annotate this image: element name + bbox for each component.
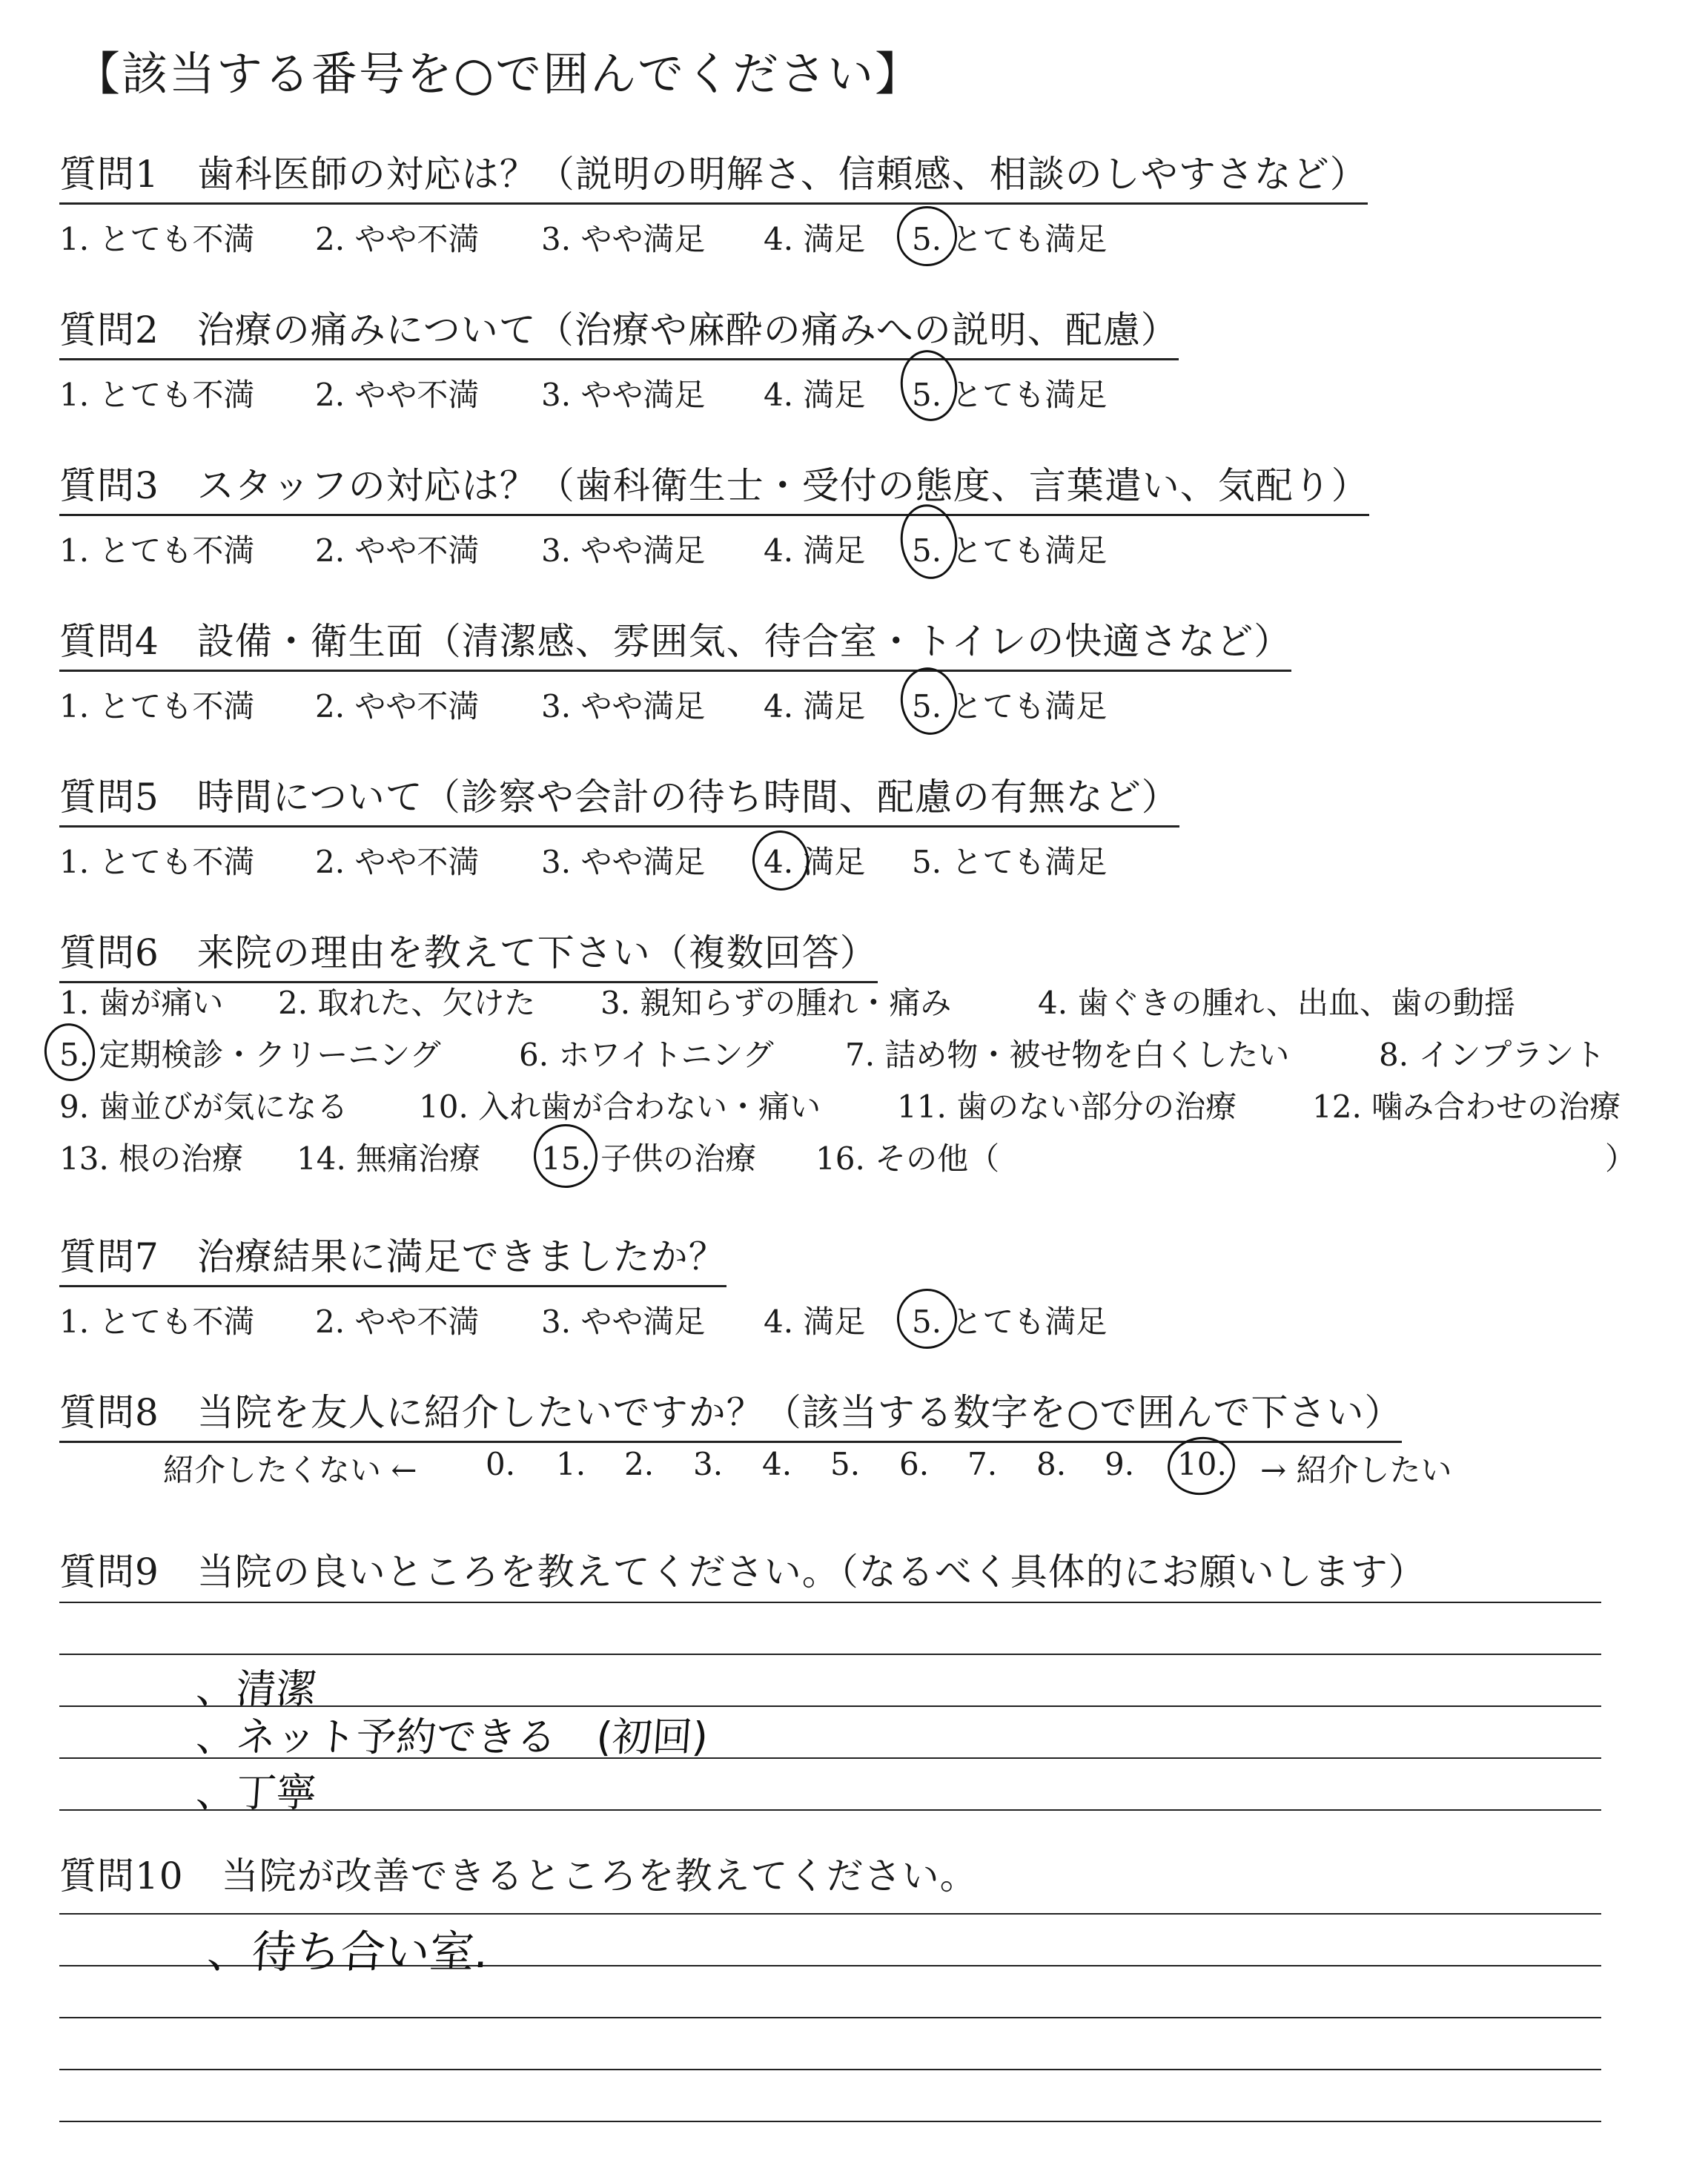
choice-4[interactable]: 4. 満足 <box>764 844 866 880</box>
q6-option-16-close: ） <box>1605 1140 1637 1177</box>
choice-4[interactable]: 4. 満足 <box>764 688 866 724</box>
choice-2[interactable]: 2. やや不満 <box>315 377 480 413</box>
q8-left-label: 紹介したくない ← <box>163 1452 417 1488</box>
q9-answer-3: 、丁寧 <box>194 1769 318 1816</box>
question-3 <box>59 456 1369 568</box>
selection-circle <box>893 1285 961 1353</box>
question-1-title: 質問1 歯科医師の対応は？（説明の明解さ、信頼感、相談のしやすさなど） <box>59 145 1368 205</box>
choice-4[interactable]: 4. 満足 <box>764 532 866 569</box>
choice-5[interactable]: 5. とても満足 <box>912 844 1108 880</box>
q8-option-9[interactable]: 9. <box>1105 1446 1135 1482</box>
q6-option-4[interactable]: 4. 歯ぐきの腫れ、出血、歯の動揺 <box>1038 985 1515 1021</box>
q6-option-1[interactable]: 1. 歯が痛い <box>59 985 224 1021</box>
choice-1[interactable]: 1. とても不満 <box>59 377 255 413</box>
question-2-choices <box>59 371 1179 412</box>
answer-line <box>59 1602 1601 1603</box>
selection-circle <box>896 664 961 739</box>
q6-option-15[interactable]: 15. 子供の治療 <box>541 1140 757 1177</box>
question-10 <box>59 1846 978 1900</box>
question-7 <box>59 1227 1108 1340</box>
choice-5[interactable]: 5. とても満足 <box>912 221 1108 257</box>
q6-option-16[interactable]: 16. その他（ <box>815 1140 1000 1177</box>
choice-1[interactable]: 1. とても不満 <box>59 688 255 724</box>
question-8-title: 質問8 当院を友人に紹介したいですか？（該当する数字を○で囲んで下さい） <box>59 1383 1402 1443</box>
q8-option-2[interactable]: 2. <box>624 1446 655 1482</box>
choice-5[interactable]: 5. とても満足 <box>912 688 1108 724</box>
selection-circle <box>893 202 961 270</box>
choice-3[interactable]: 3. やや満足 <box>541 688 706 724</box>
q6-option-9[interactable]: 9. 歯並びが気になる <box>59 1089 348 1125</box>
q8-option-8[interactable]: 8. <box>1036 1446 1067 1482</box>
question-9-title: 質問9 当院の良いところを教えてください。（なるべく具体的にお願いします） <box>59 1550 1426 1593</box>
q6-option-10[interactable]: 10. 入れ歯が合わない・痛い <box>419 1089 821 1125</box>
answer-line <box>59 1654 1601 1655</box>
question-4-choices <box>59 682 1291 724</box>
q6-option-6[interactable]: 6. ホワイトニング <box>519 1037 774 1073</box>
choice-1[interactable]: 1. とても不満 <box>59 221 255 257</box>
choice-3[interactable]: 3. やや満足 <box>541 844 706 880</box>
q6-option-7[interactable]: 7. 詰め物・被せ物を白くしたい <box>845 1037 1290 1073</box>
question-10-title: 質問10 当院が改善できるところを教えてください。 <box>59 1855 978 1898</box>
q6-option-8[interactable]: 8. インプラント <box>1379 1037 1606 1073</box>
question-6 <box>59 923 878 983</box>
q6-option-2[interactable]: 2. 取れた、欠けた <box>278 985 536 1021</box>
question-2-title: 質問2 治療の痛みについて（治療や麻酔の痛みへの説明、配慮） <box>59 300 1179 360</box>
q10-answer-1: 、待ち合い室. <box>205 1926 491 1978</box>
q8-option-10[interactable]: 10. <box>1177 1446 1227 1482</box>
q9-answer-2: 、ネット予約できる (初回) <box>194 1714 710 1760</box>
question-5-title: 質問5 時間について（診察や会計の待ち時間、配慮の有無など） <box>59 767 1179 828</box>
question-7-choices <box>59 1298 1108 1340</box>
q6-option-5[interactable]: 5. 定期検診・クリーニング <box>59 1037 441 1073</box>
choice-1[interactable]: 1. とても不満 <box>59 844 255 880</box>
choice-4[interactable]: 4. 満足 <box>764 377 866 413</box>
q8-option-1[interactable]: 1. <box>556 1446 586 1482</box>
question-8 <box>59 1383 1402 1443</box>
choice-2[interactable]: 2. やや不満 <box>315 532 480 569</box>
q8-option-7[interactable]: 7. <box>967 1446 998 1482</box>
answer-line <box>59 2069 1601 2070</box>
choice-2[interactable]: 2. やや不満 <box>315 844 480 880</box>
q9-answer-1: 、清潔 <box>194 1665 318 1712</box>
choice-5[interactable]: 5. とても満足 <box>912 1304 1108 1340</box>
choice-4[interactable]: 4. 満足 <box>764 1304 866 1340</box>
question-4-title: 質問4 設備・衛生面（清潔感、雰囲気、待合室・トイレの快適さなど） <box>59 612 1291 672</box>
question-5 <box>59 767 1179 879</box>
form-header: 【該当する番号を○で囲んでください】 <box>74 47 923 101</box>
q6-option-14[interactable]: 14. 無痛治療 <box>297 1140 481 1177</box>
choice-2[interactable]: 2. やや不満 <box>315 688 480 724</box>
choice-1[interactable]: 1. とても不満 <box>59 1304 255 1340</box>
choice-4[interactable]: 4. 満足 <box>764 221 866 257</box>
choice-3[interactable]: 3. やや満足 <box>541 377 706 413</box>
choice-5[interactable]: 5. とても満足 <box>912 532 1108 569</box>
q6-option-11[interactable]: 11. 歯のない部分の治療 <box>897 1089 1237 1125</box>
q8-right-label: → 紹介したい <box>1260 1452 1452 1488</box>
q6-option-13[interactable]: 13. 根の治療 <box>59 1140 244 1177</box>
selection-circle <box>529 1120 601 1192</box>
q8-option-3[interactable]: 3. <box>693 1446 724 1482</box>
question-4 <box>59 612 1291 724</box>
q8-option-4[interactable]: 4. <box>762 1446 792 1482</box>
choice-3[interactable]: 3. やや満足 <box>541 221 706 257</box>
question-2 <box>59 300 1179 412</box>
q8-option-6[interactable]: 6. <box>899 1446 930 1482</box>
answer-line <box>59 2121 1601 2122</box>
question-6-title: 質問6 来院の理由を教えて下さい（複数回答） <box>59 923 878 983</box>
question-1-choices <box>59 215 1368 257</box>
answer-line <box>59 2017 1601 2018</box>
q6-option-3[interactable]: 3. 親知らずの腫れ・痛み <box>600 985 952 1021</box>
choice-3[interactable]: 3. やや満足 <box>541 532 706 569</box>
question-5-choices <box>59 838 1179 879</box>
question-3-choices <box>59 526 1369 568</box>
answer-line <box>59 1913 1601 1915</box>
selection-circle <box>749 827 813 894</box>
choice-3[interactable]: 3. やや満足 <box>541 1304 706 1340</box>
choice-1[interactable]: 1. とても不満 <box>59 532 255 569</box>
choice-5[interactable]: 5. とても満足 <box>912 377 1108 413</box>
choice-2[interactable]: 2. やや不満 <box>315 1304 480 1340</box>
question-3-title: 質問3 スタッフの対応は？（歯科衛生士・受付の態度、言葉遣い、気配り） <box>59 456 1369 516</box>
q8-option-0[interactable]: 0. <box>486 1446 516 1482</box>
q8-option-5[interactable]: 5. <box>830 1446 861 1482</box>
question-7-title: 質問7 治療結果に満足できましたか？ <box>59 1227 726 1287</box>
question-1 <box>59 145 1368 257</box>
choice-2[interactable]: 2. やや不満 <box>315 221 480 257</box>
question-9 <box>59 1542 1426 1596</box>
q6-option-12[interactable]: 12. 噛み合わせの治療 <box>1312 1089 1621 1125</box>
